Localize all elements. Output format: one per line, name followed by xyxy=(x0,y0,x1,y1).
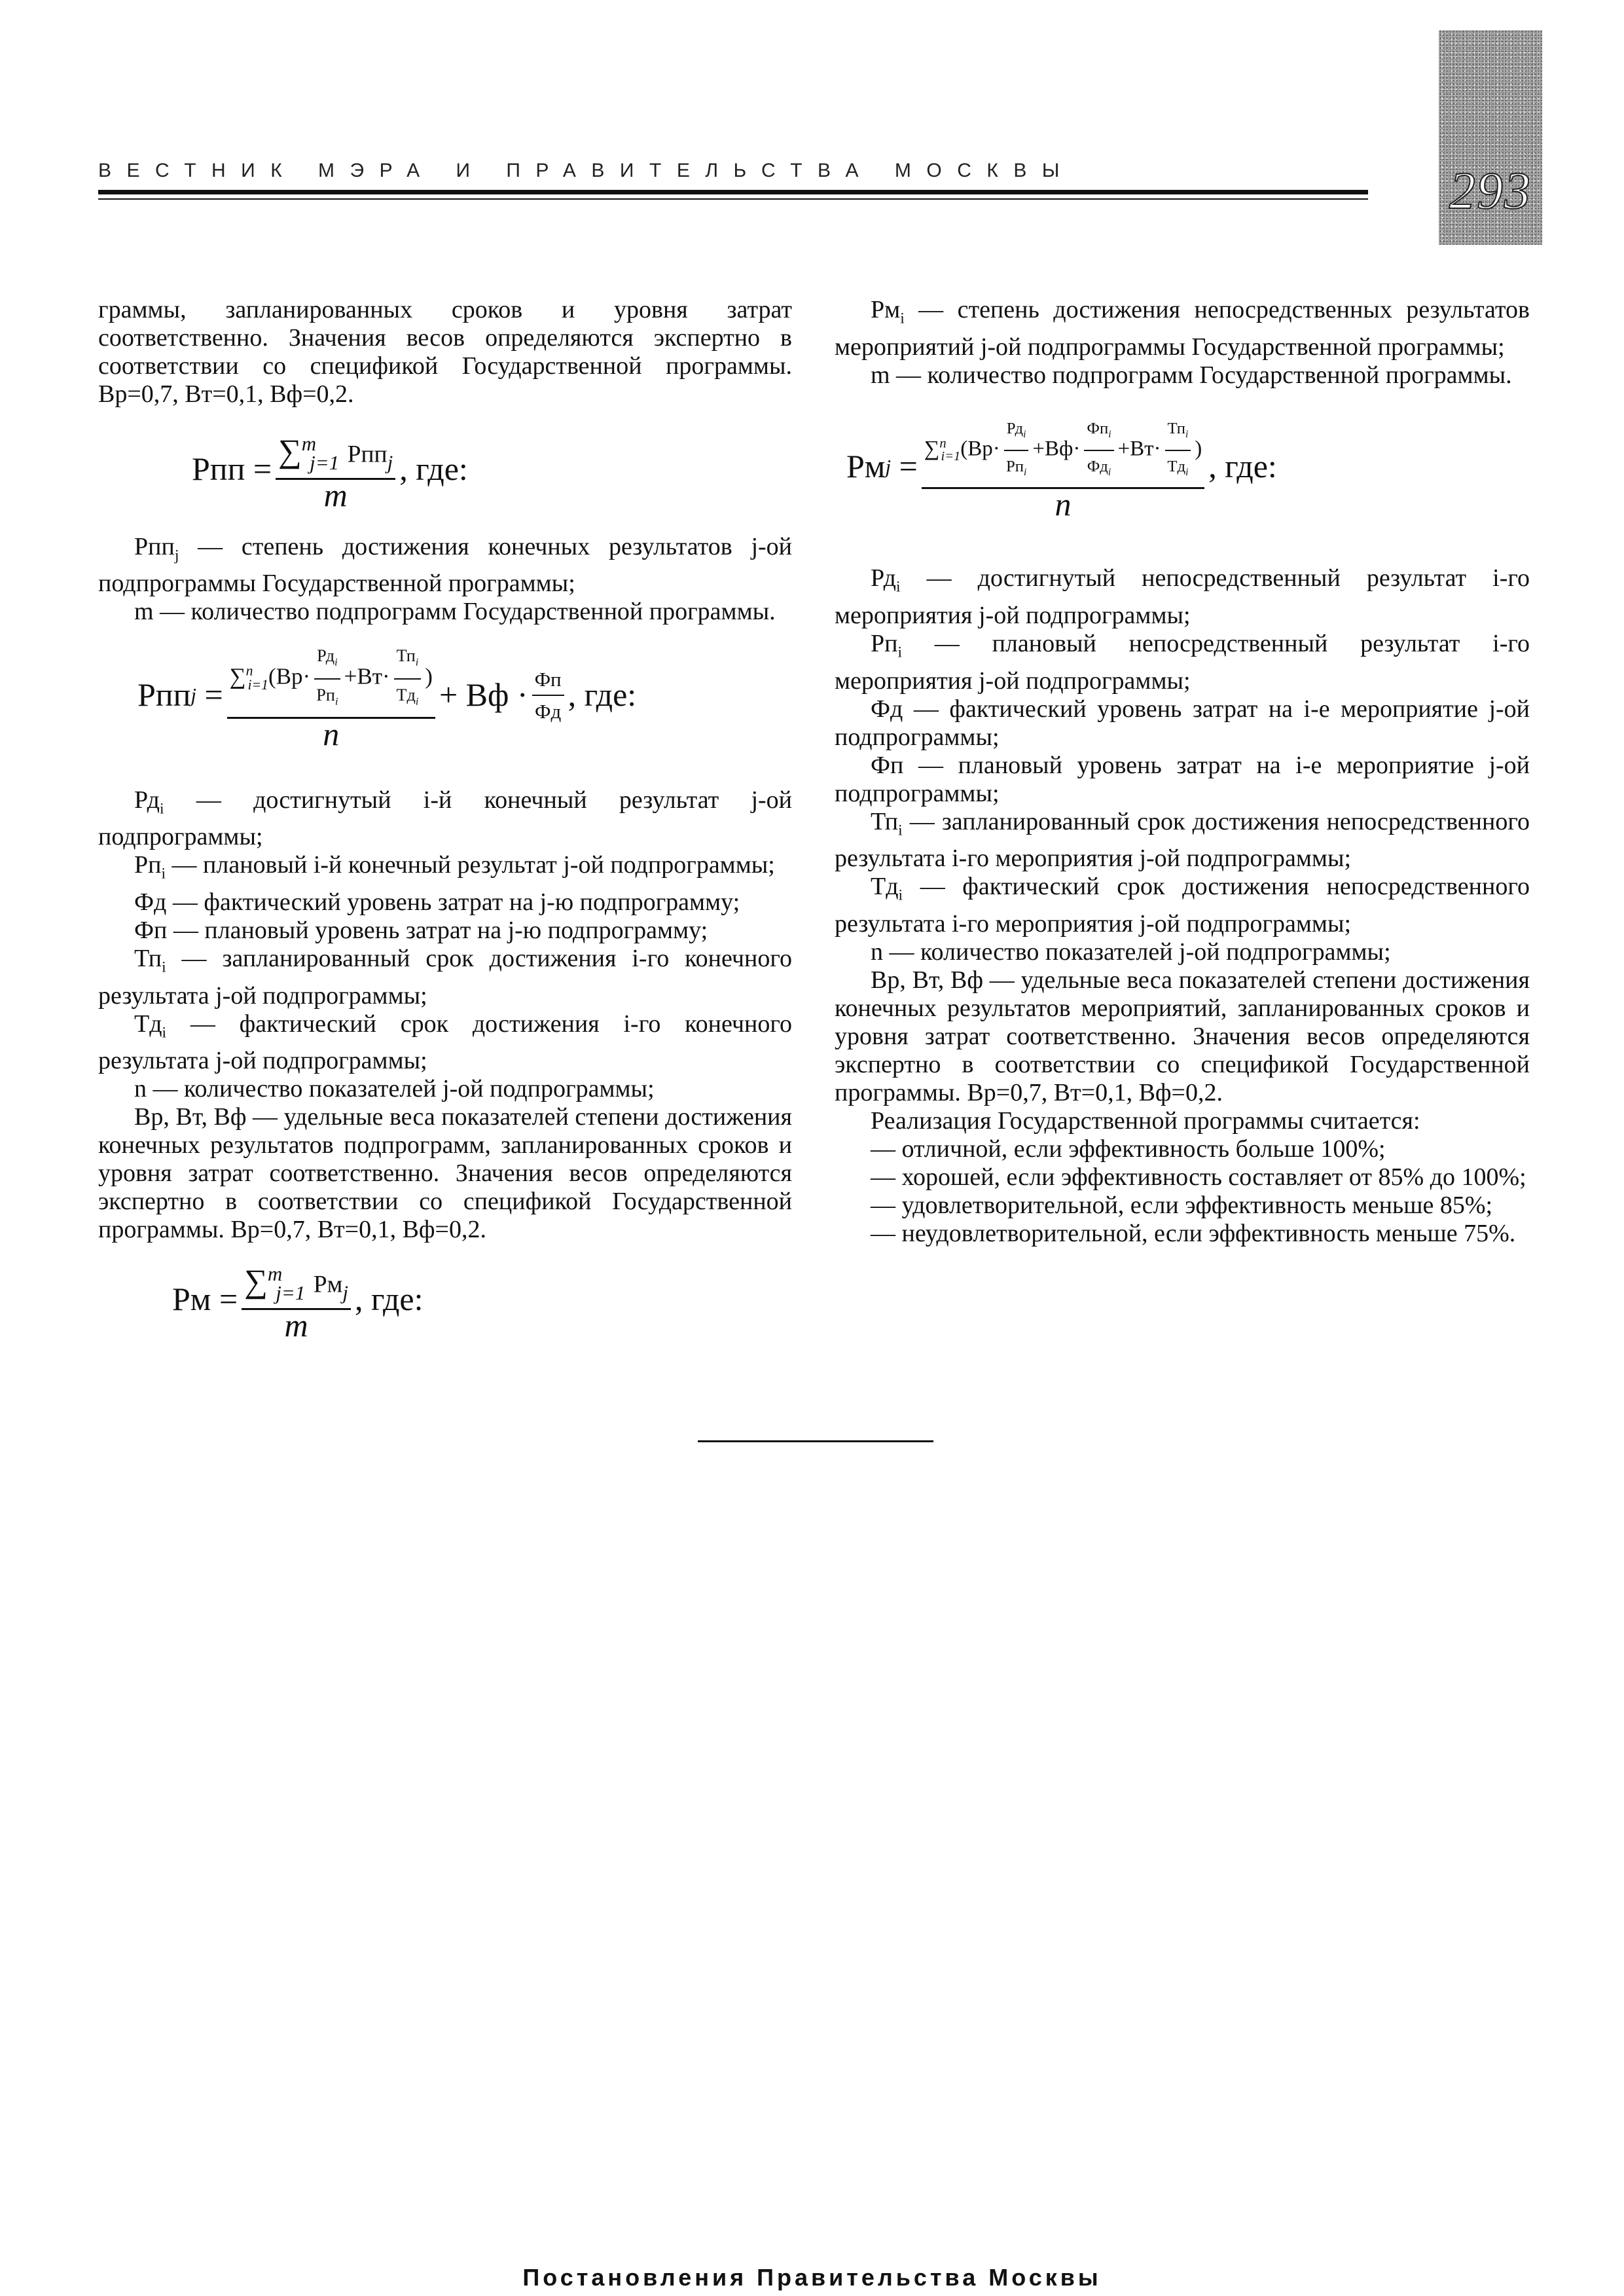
criteria-intro: Реализация Государственной программы считается: xyxy=(871,1106,1420,1135)
criteria-item: — неудовлетворительной, если эффективность меньше 75%. xyxy=(871,1219,1516,1247)
left-def-rppj: Рпп$_j$ — степень достижения конечных результатов j-ой подпрограммы Государственной программы; xyxy=(98,532,792,598)
header-rule-thin xyxy=(98,198,1368,200)
footer-title: Постановления Правительства Москвы xyxy=(522,2264,1102,2291)
right-def-item: Вр, Вт, Вф — удельные веса показателей степени достижения конечных результатов мероприятий, запланированных сроков и уровня затрат соответственно. Значения весов определяются экспертно в соответствии со спецификой Государственной программы. Вр=0,7, Вт=0,1, Вф=0,2. xyxy=(835,966,1530,1106)
formula-rmj: Рм j = ∑$^n_{i=1}$(Вр· $\frac{Рд_i}{Рп_i}$ +Вф· $\frac{Фп_i}{Фд_i}$ +Вт· $\frac{Тп_i}{Тд_i}$ ) n , где: xyxy=(846,414,1530,519)
criteria-item: — удовлетворительной, если эффективность меньше 85%; xyxy=(871,1191,1493,1219)
formula-rppj-fraction: ∑$^n_{i=1}$(Вр· $\frac{Рд_i}{Рп_i}$ +Вт· $\frac{Тп_i}{Тд_i}$ ) n xyxy=(227,642,435,748)
right-def-item: $Рп_i$ — плановый непосредственный результат i-го мероприятия j-ой подпрограммы; xyxy=(835,630,1530,695)
right-def-item: $Тд_i$ — фактический срок достижения непосредственного результата i-го мероприятия j-ой подпрограммы; xyxy=(835,873,1530,938)
left-def-item: $Тп_i$ — запланированный срок достижения i-го конечного результата j-ой подпрограммы; xyxy=(98,944,792,1010)
left-def-item: $Рп_i$ — плановый i-й конечный результат j-ой подпрограммы; xyxy=(134,851,775,883)
evaluation-criteria xyxy=(835,1107,1530,1248)
criteria-item: — отличной, если эффективность больше 100%; xyxy=(871,1135,1386,1163)
right-def-m: m — количество подпрограмм Государственной программы. xyxy=(871,361,1512,389)
left-definitions-list xyxy=(98,786,792,1244)
left-def-item: Вр, Вт, Вф — удельные веса показателей степени достижения конечных результатов подпрограмм, запланированных сроков и уровня затрат соответственно. Значения весов определяются экспертно в соответствии со спецификой Государственной программы. Вр=0,7, Вт=0,1, Вф=0,2. xyxy=(98,1103,792,1244)
formula-rppj: Рпп j = ∑$^n_{i=1}$(Вр· $\frac{Рд_i}{Рп_i}$ +Вт· $\frac{Тп_i}{Тд_i}$ ) n + Вф · $\frac{Фп}{Фд}$ , где: xyxy=(137,642,792,748)
left-def-item: n — количество показателей j-ой подпрограммы; xyxy=(134,1075,655,1103)
formula-rm: Рм = $\frac{\sum^m_{j=1} Рм_j}{m}$ , где: xyxy=(172,1260,792,1339)
left-def-item: $Рд_i$ — достигнутый i-й конечный результат j-ой подпрограммы; xyxy=(98,786,792,851)
left-def-item: Фд — фактический уровень затрат на j-ю подпрограмму; xyxy=(134,888,740,916)
right-def-item: $Тп_i$ — запланированный срок достижения непосредственного результата i-го мероприятия j-ой подпрограммы; xyxy=(835,807,1530,873)
left-def-item: $Тд_i$ — фактический срок достижения i-го конечного результата j-ой подпрограммы; xyxy=(98,1010,792,1075)
right-def-item: n — количество показателей j-ой подпрограммы; xyxy=(871,938,1391,966)
journal-title: ВЕСТНИК МЭРА И ПРАВИТЕЛЬСТВА МОСКВЫ xyxy=(98,160,1075,181)
formula-rpp: Рпп = $\frac{\sum^m_{j=1} Рпп_j}{m}$ , где: xyxy=(192,429,792,509)
criteria-item: — хорошей, если эффективность составляет от 85% до 100%; xyxy=(871,1163,1526,1191)
header-rule-thick xyxy=(98,190,1368,194)
formula-rpp-fraction: $\frac{\sum^m_{j=1} Рпп_j}{m}$ xyxy=(276,429,395,509)
formula-rm-fraction: $\frac{\sum^m_{j=1} Рм_j}{m}$ xyxy=(242,1260,351,1339)
right-def-item: $Рд_i$ — достигнутый непосредственный результат i-го мероприятия j-ой подпрограммы; xyxy=(835,564,1530,630)
right-definitions-list xyxy=(835,564,1530,1106)
section-end-rule xyxy=(698,1440,933,1442)
right-def-item: Фд — фактический уровень затрат на i-е мероприятие j-ой подпрограммы; xyxy=(835,695,1530,751)
page-number: 293 xyxy=(1449,162,1532,220)
left-paragraph-intro: граммы, запланированных сроков и уровня затрат соответственно. Значения весов определяются экспертно в соответствии со спецификой Государственной программы. Вр=0,7, Вт=0,1, Вф=0,2. xyxy=(98,296,792,408)
left-def-m: m — количество подпрограмм Государственной программы. xyxy=(134,598,776,626)
formula-rmj-fraction: ∑$^n_{i=1}$(Вр· $\frac{Рд_i}{Рп_i}$ +Вф· $\frac{Фп_i}{Фд_i}$ +Вт· $\frac{Тп_i}{Тд_i}$ ) n xyxy=(922,414,1204,519)
right-def-item: Фп — плановый уровень затрат на i-е мероприятие j-ой подпрограммы; xyxy=(835,751,1530,807)
left-def-item: Фп — плановый уровень затрат на j-ю подпрограмму; xyxy=(134,916,708,944)
left-column xyxy=(98,296,792,1343)
right-def-rmi: $Рм_i$ — степень достижения непосредственных результатов мероприятий j-ой подпрограммы Государственной программы; xyxy=(835,296,1530,361)
right-column xyxy=(835,296,1530,1248)
